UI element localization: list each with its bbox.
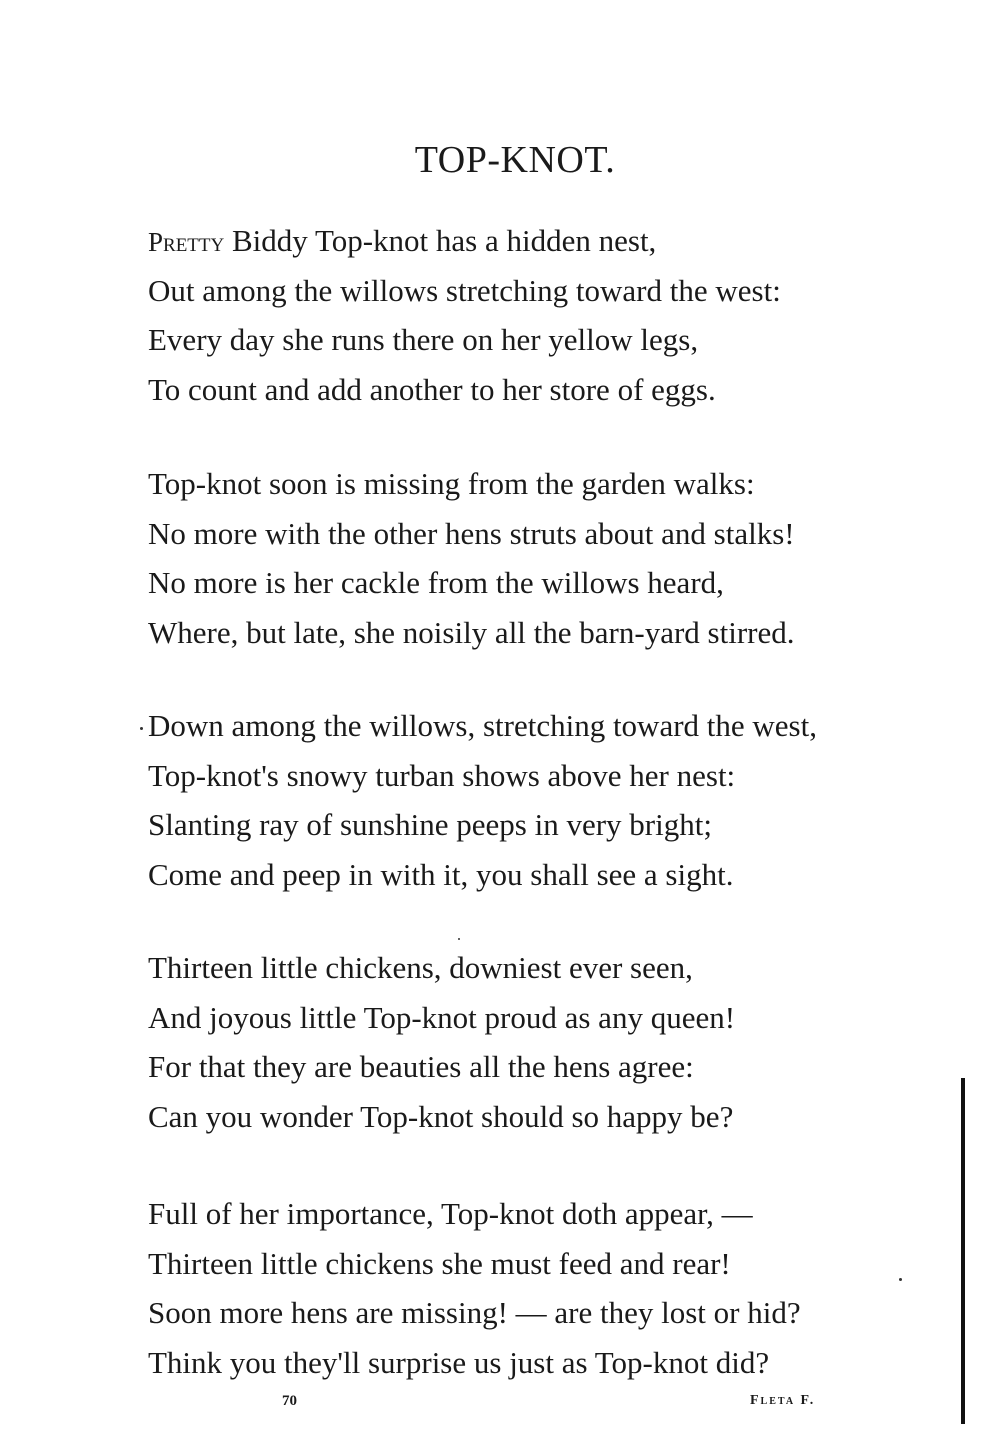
poem-line: Think you they'll surprise us just as Top-knot did?: [148, 1344, 770, 1380]
poem-line: Thirteen little chickens she must feed and rear!: [148, 1245, 731, 1281]
poem-line: Thirteen little chickens, downiest ever seen,: [148, 950, 693, 985]
poem-line: Can you wonder Top-knot should so happy be?: [148, 1098, 734, 1134]
poem-line: To count and add another to her store of eggs.: [148, 371, 716, 407]
poem-line: Top-knot's snowy turban shows above her nest:: [148, 757, 736, 793]
poem-line: Down among the willows, stretching toward the west,: [148, 708, 817, 743]
poem-line: For that they are beauties all the hens agree:: [148, 1049, 694, 1084]
poem-line: Every day she runs there on her yellow legs,: [148, 322, 699, 357]
author-signature: Fleta F.: [750, 1393, 816, 1408]
scan-margin-rule: [961, 1078, 965, 1424]
stanza-4: [148, 943, 928, 1141]
poem-line: Soon more hens are missing! — are they lost or hid?: [148, 1295, 801, 1330]
poem-line: And joyous little Top-knot proud as any queen!: [148, 999, 736, 1035]
poem-line: Out among the willows stretching toward the west:: [148, 272, 781, 308]
scan-speck: [140, 727, 143, 730]
opening-word: Pretty: [148, 227, 225, 257]
poem-line: Come and peep in with it, you shall see a sight.: [148, 856, 734, 892]
poem-line: Where, but late, she noisily all the barn-yard stirred.: [148, 614, 795, 650]
page-number: 70: [282, 1393, 297, 1409]
poem-line: [148, 216, 928, 266]
poem-line: Top-knot soon is missing from the garden walks:: [148, 466, 755, 501]
scan-speck: [458, 938, 460, 940]
poem-line-text: Biddy Top-knot has a hidden nest,: [224, 223, 657, 258]
stanza-1: [148, 216, 928, 414]
poem-line: Slanting ray of sunshine peeps in very bright;: [148, 807, 712, 842]
poem-title: TOP-KNOT.: [414, 139, 616, 181]
scan-speck: [899, 1278, 902, 1281]
poem-line: No more with the other hens struts about and stalks!: [148, 515, 795, 551]
poem-line: No more is her cackle from the willows heard,: [148, 565, 724, 600]
stanza-3: [148, 701, 928, 899]
poem-line: Full of her importance, Top-knot doth appear, —: [148, 1196, 753, 1231]
stanza-5: [148, 1189, 928, 1387]
stanza-2: [148, 459, 928, 657]
